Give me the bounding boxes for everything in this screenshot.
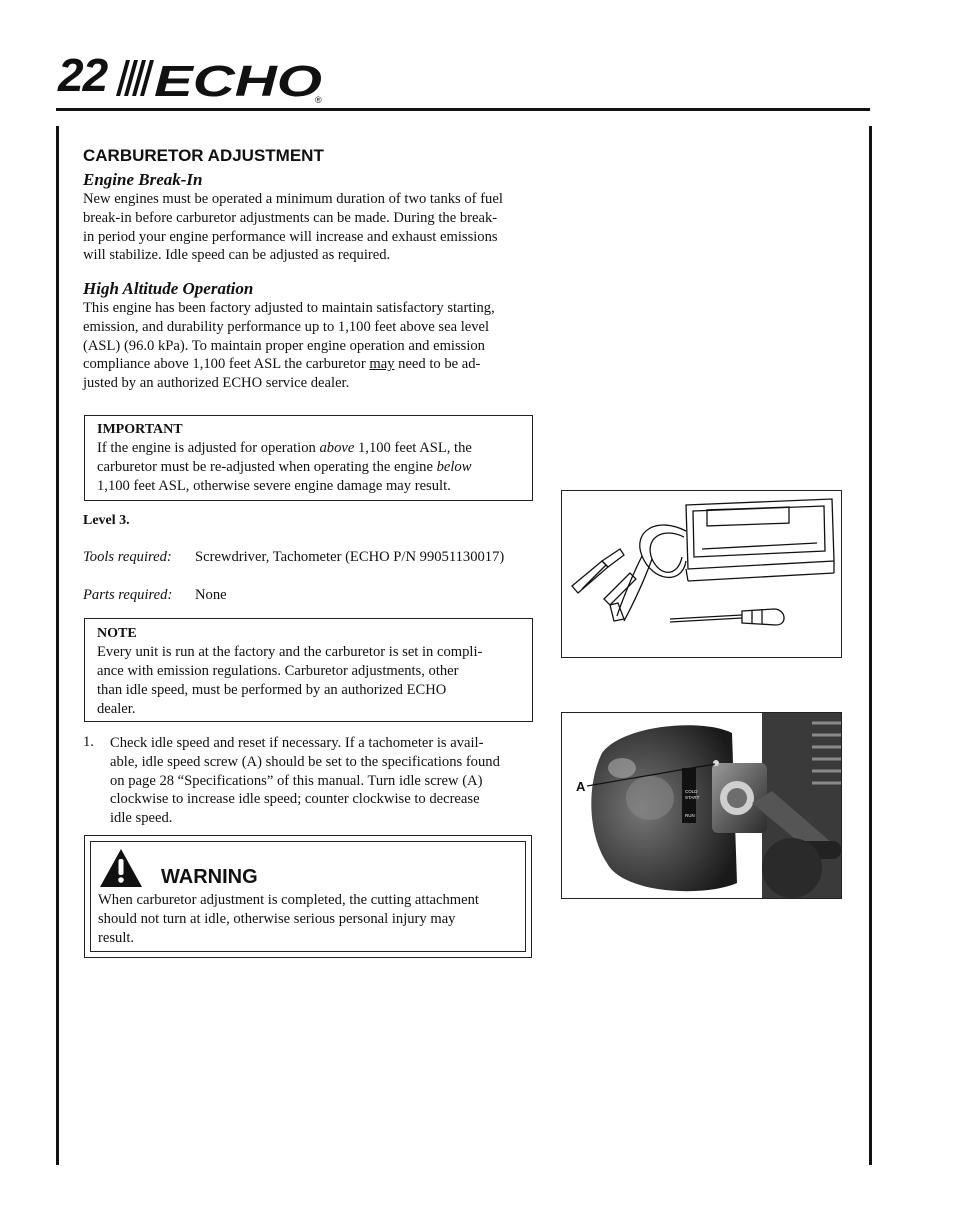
tools-label: Tools required: xyxy=(83,549,172,565)
warning-line: result. xyxy=(98,930,135,946)
parts-label: Parts required: xyxy=(83,587,173,603)
note-label: NOTE xyxy=(97,626,137,641)
important-line: carburetor must be re-adjusted when operating the engine below xyxy=(97,459,472,475)
callout-a-label: A xyxy=(576,779,586,794)
tools-illustration xyxy=(561,490,842,658)
echo-logo xyxy=(112,52,328,104)
may-underlined: may xyxy=(369,356,395,373)
warning-line: should not turn at idle, otherwise serious personal injury may xyxy=(98,911,456,927)
warning-text xyxy=(98,891,517,948)
altitude-paragraph xyxy=(83,299,538,393)
step-line: clockwise to increase idle speed; counter clockwise to decrease xyxy=(110,791,480,808)
break-in-line: in period your engine performance will increase and exhaust emissions xyxy=(83,228,498,245)
altitude-line: justed by an authorized ECHO service dealer. xyxy=(83,375,350,392)
decal-cold: COLD xyxy=(685,789,698,794)
note-line: than idle speed, must be performed by an authorized ECHO xyxy=(97,682,447,698)
page-number: 22 xyxy=(58,49,108,101)
important-line: 1,100 feet ASL, otherwise severe engine damage may result. xyxy=(97,478,451,494)
step-line: on page 28 “Specifications” of this manual. Turn idle screw (A) xyxy=(110,772,483,789)
important-box xyxy=(84,415,533,501)
decal-start: START xyxy=(685,795,700,800)
important-line: If the engine is adjusted for operation above 1,100 feet ASL, the xyxy=(97,440,472,456)
carburetor-photo xyxy=(561,712,842,899)
header-rule xyxy=(56,108,870,111)
note-line: Every unit is run at the factory and the carburetor is set in compli- xyxy=(97,644,483,660)
altitude-line: emission, and durability performance up to 1,100 feet above sea level xyxy=(83,318,490,335)
section-title: CARBURETOR ADJUSTMENT xyxy=(83,146,324,165)
important-label: IMPORTANT xyxy=(97,422,183,437)
step-line: Check idle speed and reset if necessary. If a tachometer is avail- xyxy=(110,735,484,751)
altitude-line: (ASL) (96.0 kPa). To maintain proper engine operation and emission xyxy=(83,337,485,354)
step-line: able, idle speed screw (A) should be set to the specifications found xyxy=(110,753,500,770)
warning-line: When carburetor adjustment is completed, the cutting attachment xyxy=(98,892,479,908)
altitude-heading: High Altitude Operation xyxy=(83,279,254,298)
note-line: dealer. xyxy=(97,701,136,717)
break-in-line: break-in before carburetor adjustments can be made. During the break- xyxy=(83,209,498,226)
altitude-line: This engine has been factory adjusted to maintain satisfactory starting, xyxy=(83,300,495,316)
parts-value: None xyxy=(195,587,227,603)
break-in-paragraph xyxy=(83,190,538,265)
carburetor-photo-drawing xyxy=(562,713,841,898)
break-in-line: will stabilize. Idle speed can be adjusted as required. xyxy=(83,247,391,264)
step-line: idle speed. xyxy=(110,810,173,827)
brand-wordmark: ECHO xyxy=(154,57,322,104)
tools-value: Screwdriver, Tachometer (ECHO P/N 99051130017) xyxy=(195,549,505,565)
right-margin-rule xyxy=(869,126,872,1165)
warning-triangle-icon xyxy=(99,848,143,888)
skill-level: Level 3. xyxy=(83,513,130,528)
note-line: ance with emission regulations. Carburetor adjustments, other xyxy=(97,663,459,679)
tachometer-screwdriver-drawing xyxy=(562,491,841,657)
altitude-line: compliance above 1,100 feet ASL the carburetor may need to be ad- xyxy=(83,356,481,373)
step-number: 1. xyxy=(83,734,94,750)
warning-title: WARNING xyxy=(161,866,258,888)
warning-box xyxy=(84,835,532,958)
step-text xyxy=(110,734,540,828)
break-in-line: New engines must be operated a minimum duration of two tanks of fuel xyxy=(83,191,503,207)
break-in-heading: Engine Break-In xyxy=(83,170,203,189)
note-box xyxy=(84,618,533,722)
decal-run: RUN xyxy=(685,813,695,818)
left-margin-rule xyxy=(56,126,59,1165)
registered-mark: ® xyxy=(315,95,322,104)
